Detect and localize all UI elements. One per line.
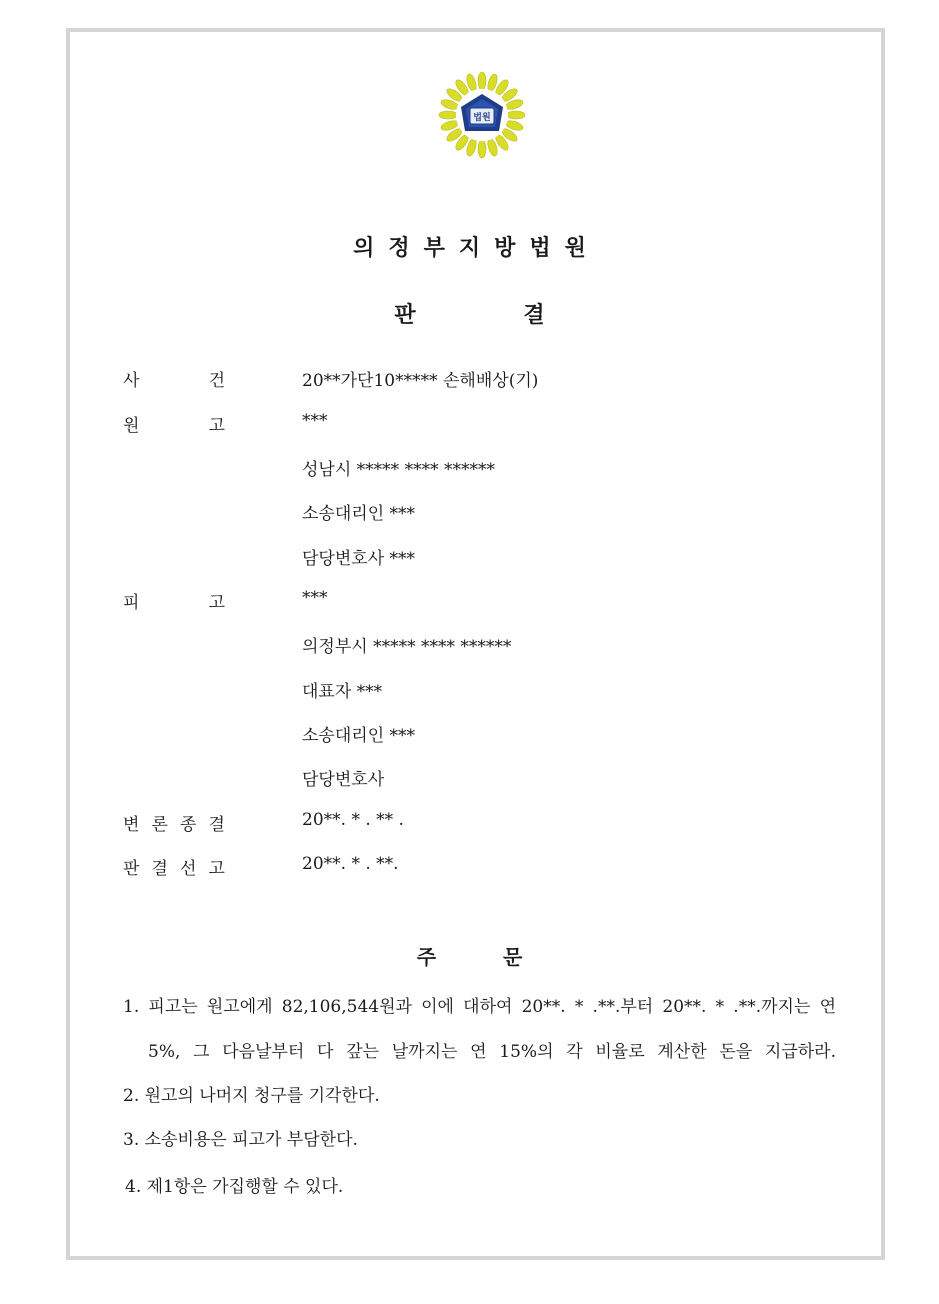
defendant-address-row	[0, 632, 939, 662]
defendant-name: ***	[302, 588, 328, 608]
case-number: 20**가단10***** 손해배상(기)	[302, 371, 539, 391]
order-item-2: 2. 원고의 나머지 청구를 기각한다.	[123, 1086, 380, 1106]
document-title: 판 결	[394, 303, 545, 328]
court-name: 의정부지방법원	[353, 236, 600, 261]
defendant-lawyer: 담당변호사	[302, 770, 385, 790]
plaintiff-lawyer-row	[0, 544, 939, 574]
sentence-row	[0, 854, 939, 884]
case-label: 사 건	[123, 371, 225, 391]
plaintiff-row	[0, 411, 939, 441]
plaintiff-address: 성남시 ***** **** ******	[302, 460, 495, 480]
order-item-1-line-1: 1. 피고는 원고에게 82,106,544원과 이에 대하여 20**. * .**.부터 20**. * .**.까지는 연	[123, 997, 836, 1017]
defendant-row	[0, 588, 939, 618]
defendant-representative-row	[0, 677, 939, 707]
plaintiff-agent: 소송대리인 ***	[302, 504, 416, 524]
sentence-date: 20**. * . **.	[302, 854, 399, 874]
order-item-3: 3. 소송비용은 피고가 부담한다.	[123, 1130, 358, 1150]
defendant-agent-row	[0, 721, 939, 751]
closing-row	[0, 810, 939, 840]
order-title: 주 문	[416, 945, 523, 969]
plaintiff-name: ***	[302, 411, 328, 431]
defendant-representative: 대표자 ***	[302, 682, 383, 702]
defendant-lawyer-row	[0, 765, 939, 795]
plaintiff-agent-row	[0, 499, 939, 529]
defendant-agent: 소송대리인 ***	[302, 726, 416, 746]
plaintiff-address-row	[0, 455, 939, 485]
closing-date: 20**. * . ** .	[302, 810, 404, 830]
plaintiff-label: 원 고	[123, 416, 225, 436]
defendant-label: 피 고	[123, 593, 225, 613]
sentence-label: 판 결 선 고	[123, 859, 225, 879]
order-item-4: 4. 제1항은 가집행할 수 있다.	[125, 1177, 344, 1197]
svg-text:법원: 법원	[473, 113, 491, 123]
case-row	[0, 366, 939, 396]
order-item-1-line-2: 5%, 그 다음날부터 다 갚는 날까지는 연 15%의 각 비율로 계산한 돈을 지급하라.	[148, 1042, 836, 1062]
plaintiff-lawyer: 담당변호사 ***	[302, 549, 416, 569]
closing-label: 변 론 종 결	[123, 815, 225, 835]
defendant-address: 의정부시 ***** **** ******	[302, 637, 512, 657]
court-seal-logo	[437, 70, 527, 160]
